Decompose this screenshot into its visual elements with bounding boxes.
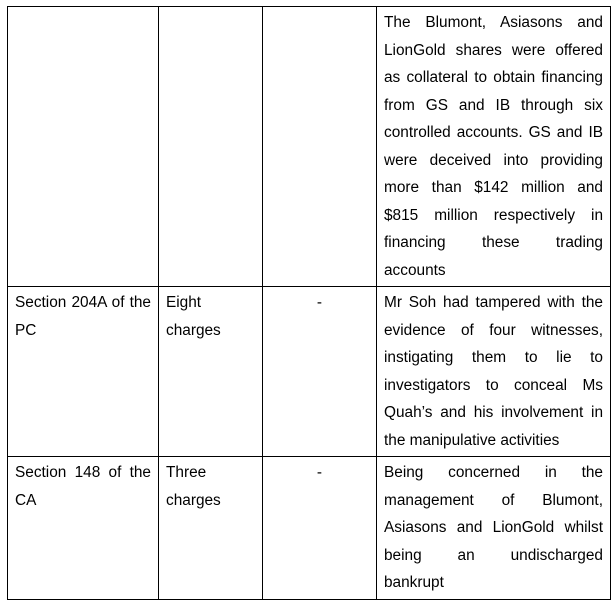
- description-text: Mr Soh had tampered with the evidence of four witnesses, instigating them to lie to investigators to conceal Ms Quah’s and his involvement in the manipulative activities: [384, 294, 603, 449]
- charges-cell: [159, 457, 263, 600]
- charges-cell: [159, 287, 263, 457]
- table-row: [8, 457, 611, 600]
- table-row: [8, 287, 611, 457]
- charges-cell: [159, 7, 263, 287]
- provision-text: Section 148 of the CA: [15, 464, 151, 509]
- charges-table: [7, 6, 611, 600]
- provision-text: Section 204A of the PC: [15, 294, 151, 339]
- provision-cell: [8, 287, 159, 457]
- table-row: [8, 7, 611, 287]
- amount-cell: [263, 287, 377, 457]
- charges-text: Eight charges: [166, 294, 221, 339]
- provision-cell: [8, 457, 159, 600]
- amount-text: -: [316, 294, 323, 311]
- description-cell: [377, 287, 611, 457]
- description-cell: [377, 7, 611, 287]
- description-text: The Blumont, Asiasons and LionGold shares were offered as collateral to obtain financing from GS and IB through six controlled accounts. GS and IB were deceived into providing more than $142 million and $815 million respectively in financing these trading accounts: [384, 14, 603, 279]
- description-cell: [377, 457, 611, 600]
- amount-cell: [263, 7, 377, 287]
- description-text: Being concerned in the management of Blumont, Asiasons and LionGold whilst being an undischarged bankrupt: [384, 464, 603, 591]
- amount-cell: [263, 457, 377, 600]
- amount-text: -: [316, 464, 323, 481]
- provision-cell: [8, 7, 159, 287]
- charges-text: Three charges: [166, 464, 221, 509]
